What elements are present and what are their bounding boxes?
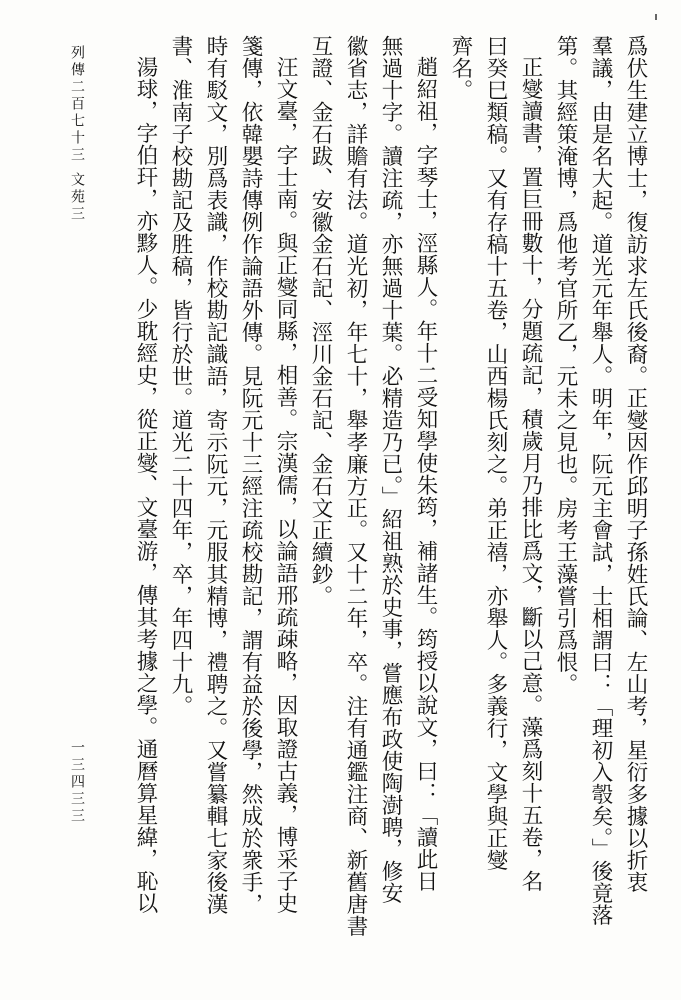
text-column-2: 羣議，由是名大起。道光元年舉人。明年，阮元主會試，士相謂曰：「理初入彀矣。」後竟落 (588, 35, 613, 927)
text-column-8: 無過十字。讀注疏，亦無過十葉。必精造乃已。」紹祖熟於史事，嘗應布政使陶澍聘，修安 (378, 35, 403, 905)
text-column-1: 爲伏生建立博士，復訪求左氏後裔。正燮因作邱明子孫姓氏論、左山考，星衍多據以折衷 (623, 35, 648, 893)
text-column-7: 趙紹祖，字琴士，涇縣人。年十二受知學使朱筠，補諸生。筠授以說文，曰：「讀此日 (413, 56, 438, 892)
text-column-13: 時有駁文，別爲表識，作校勘記識語，寄示阮元，元服其精博，禮聘之。又嘗纂輯七家後漢 (203, 35, 228, 915)
text-column-12: 箋傳，依韓嬰詩傳例作論語外傳。見阮元十三經注疏校勘記，謂有益於後學，然成於衆手， (238, 35, 263, 915)
text-column-15: 湯球，字伯玕，亦黟人。少耽經史，從正燮、文臺游，傳其考據之學。通曆算星緯，恥以 (133, 56, 158, 914)
text-column-10: 互證、金石跋、安徽金石記、涇川金石記、金石文正續鈔。 (308, 35, 333, 607)
text-column-9: 徽省志，詳贍有法。道光初，年七十，舉孝廉方正。又十二年，卒。注有通鑑注商、新舊唐書 (343, 35, 368, 937)
text-column-3: 第。其經策淹博，爲他考官所乙，元未之見也。房考王藻嘗引爲恨。 (553, 35, 578, 695)
chapter-title: 文苑三 (69, 172, 85, 223)
page-number: 一三四三三 (69, 740, 85, 825)
margin-mark (655, 14, 657, 20)
text-column-4: 正燮讀書，置巨冊數十，分題疏記，積歲月乃排比爲文，斷以己意。藻爲刻十五卷，名 (518, 56, 543, 892)
text-column-14: 書、淮南子校勘記及胜稿，皆行於世。道光二十四年，卒，年四十九。 (168, 35, 193, 717)
text-column-6: 齊名。 (448, 35, 473, 101)
text-column-11: 汪文臺，字士南。與正燮同縣，相善。宗漢儒，以論語邢疏疎略，因取證古義，博采子史 (273, 56, 298, 914)
text-column-5: 曰癸巳類稿。又有存稿十五卷，山西楊氏刻之。弟正禧，亦舉人。多義行，文學與正燮 (483, 35, 508, 871)
section-title: 列傳二百七十三 (69, 45, 85, 164)
